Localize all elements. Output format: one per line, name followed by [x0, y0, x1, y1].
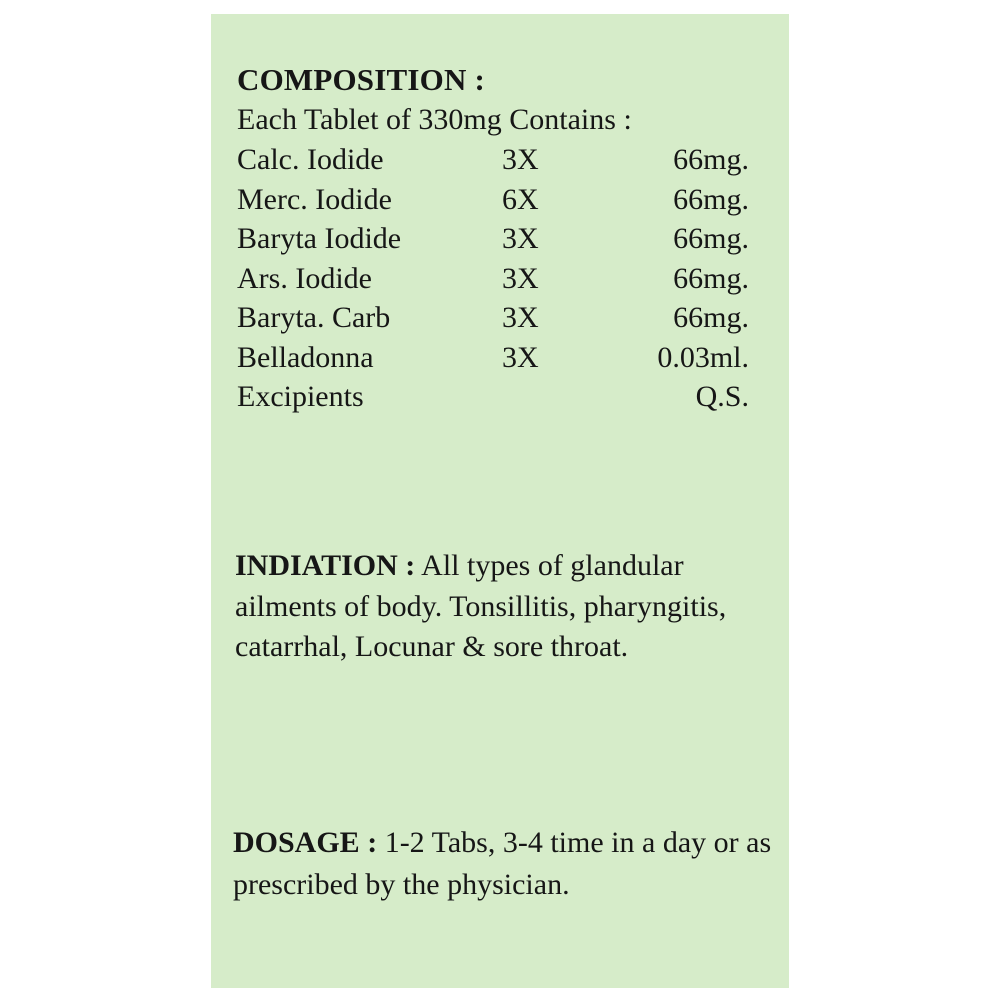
ingredient-name: Belladonna	[237, 340, 374, 374]
ingredient-name: Calc. Iodide	[237, 143, 384, 176]
ingredient-name: Baryta Iodide	[237, 222, 402, 255]
dosage-text: 1-2 Tabs, 3-4 time in a day or as prescribed by the physician.	[233, 826, 772, 901]
ingredient-amount: 0.03ml.	[657, 340, 749, 374]
ingredient-potency: 3X	[502, 301, 539, 334]
ingredient-potency	[502, 377, 622, 417]
ingredient-potency: 6X	[502, 182, 539, 216]
ingredient-row	[237, 140, 757, 180]
ingredient-row	[237, 338, 757, 378]
ingredient-name: Baryta. Carb	[237, 301, 391, 334]
dosage-section	[233, 822, 773, 906]
indication-text: All types of glandular ailments of body. Tonsillitis, pharyngitis, catarrhal, Locunar & sore throat.	[235, 549, 727, 663]
indication-section	[235, 546, 765, 668]
ingredient-amount: 66mg.	[673, 301, 749, 334]
composition-heading: COMPOSITION :	[237, 62, 486, 97]
ingredient-row	[237, 298, 757, 338]
ingredient-potency: 3X	[502, 222, 539, 255]
dosage-label: DOSAGE :	[233, 826, 378, 859]
indication-label: INDIATION :	[235, 549, 416, 582]
ingredient-amount: 66mg.	[673, 261, 749, 295]
ingredient-row	[237, 259, 757, 299]
product-label-panel	[211, 14, 789, 988]
ingredient-name: Ars. Iodide	[237, 261, 372, 295]
ingredient-potency: 3X	[502, 340, 539, 374]
ingredient-amount: 66mg.	[673, 222, 749, 255]
ingredient-name: Merc. Iodide	[237, 182, 392, 216]
ingredient-amount: 66mg.	[673, 143, 749, 176]
composition-section	[237, 60, 757, 417]
ingredient-row	[237, 219, 757, 259]
ingredient-row	[237, 180, 757, 220]
ingredient-amount: Q.S.	[695, 380, 749, 413]
ingredient-amount: 66mg.	[673, 182, 749, 216]
ingredient-row	[237, 377, 757, 417]
composition-subheading: Each Tablet of 330mg Contains :	[237, 103, 632, 136]
ingredient-potency: 3X	[502, 143, 539, 176]
ingredient-potency: 3X	[502, 261, 539, 295]
ingredient-name: Excipients	[237, 380, 364, 413]
